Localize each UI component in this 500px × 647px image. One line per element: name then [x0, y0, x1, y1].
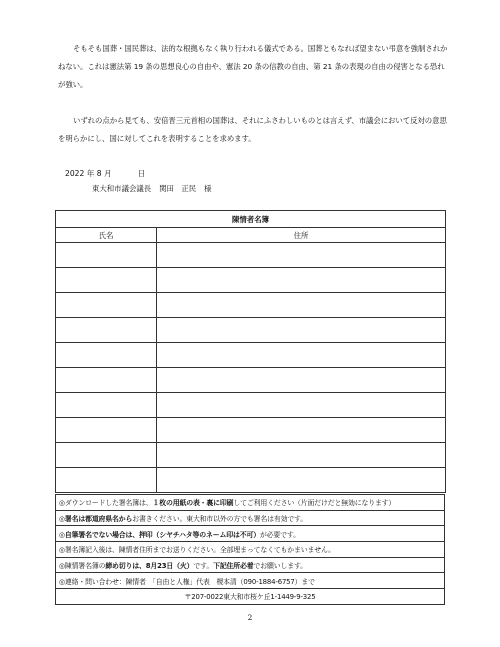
note-deadline: ◎陳情署名簿の締め切りは、8月23日（火）です。下記住所必着でお願いします。 — [56, 557, 445, 573]
name-cell — [56, 243, 157, 268]
address-cell — [157, 368, 446, 393]
addressee-name: 関田 正民 — [159, 184, 197, 193]
name-cell — [56, 293, 157, 318]
notes-box — [55, 494, 445, 605]
signature-row — [56, 243, 446, 268]
address-cell — [157, 393, 446, 418]
signature-row — [56, 293, 446, 318]
address-cell — [157, 268, 446, 293]
note-print-both-sides: ◎ダウンロードした署名簿は、１枚の用紙の表・裏に印刷してご利用ください（片面だけだと無効になります） — [56, 495, 445, 511]
signature-row — [56, 268, 446, 293]
address-cell — [157, 343, 446, 368]
address-cell — [157, 243, 446, 268]
signature-row — [56, 443, 446, 468]
signature-row — [56, 468, 446, 493]
signature-rows — [56, 243, 446, 493]
signature-row — [56, 393, 446, 418]
address-cell — [157, 293, 446, 318]
paragraph-1: そもそも国葬・国民葬は、法的な根拠もなく執り行われる儀式である。国葬ともなれば望まない弔意を強制されかねない。これは憲法第 19 条の思想良心の自由や、憲法 20 条の信教の自由、第 21 条の表現の自由の侵害となる恐れが強い。 — [58, 44, 448, 89]
name-cell — [56, 368, 157, 393]
date-day: 日 — [137, 169, 146, 178]
address-cell — [157, 418, 446, 443]
signature-row — [56, 343, 446, 368]
signature-row — [56, 318, 446, 343]
name-cell — [56, 318, 157, 343]
date-line — [65, 168, 145, 179]
note-prefecture: ◎署名は都道府県名からお書きください。東大和市以外の方でも署名は有効です。 — [56, 510, 445, 526]
note-postal-address: 〒207-0022東大和市桜ケ丘1-1449-9-325 — [56, 589, 445, 605]
column-header-name: 氏名 — [56, 228, 157, 243]
addressee-line — [92, 183, 220, 194]
address-cell — [157, 468, 446, 493]
signature-row — [56, 418, 446, 443]
name-cell — [56, 443, 157, 468]
name-cell — [56, 343, 157, 368]
name-cell — [56, 268, 157, 293]
table-title: 陳情者名簿 — [56, 211, 446, 228]
note-seal: ◎自筆署名でない場合は、押印（シヤチハタ等のネーム印は不可）が必要です。 — [56, 526, 445, 542]
name-cell — [56, 393, 157, 418]
address-cell — [157, 318, 446, 343]
note-send: ◎署名簿記入後は、陳情者住所までお送りください。全部埋まってなくてもかまいません。 — [56, 542, 445, 558]
name-cell — [56, 418, 157, 443]
note-contact: ◎連絡・問い合わせ：陳情者 「自由と人権」代表 榎本清（090-1884-6757）まで — [56, 573, 445, 589]
addressee-honorific: 様 — [204, 184, 212, 193]
name-cell — [56, 468, 157, 493]
paragraph-2: いずれの点から見ても、安倍晋三元首相の国葬は、それにふさわしいものとは言えず、市議会において反対の意思を明らかにし、国に対してこれを表明することを求めます。 — [58, 116, 447, 143]
address-cell — [157, 443, 446, 468]
page-number: 2 — [247, 613, 253, 622]
column-header-address: 住所 — [157, 228, 446, 243]
addressee-title: 東大和市議会議長 — [92, 184, 152, 193]
petitioner-list-table — [55, 210, 446, 493]
signature-row — [56, 368, 446, 393]
date-year-month: 2022 年 8 月 — [65, 169, 112, 178]
